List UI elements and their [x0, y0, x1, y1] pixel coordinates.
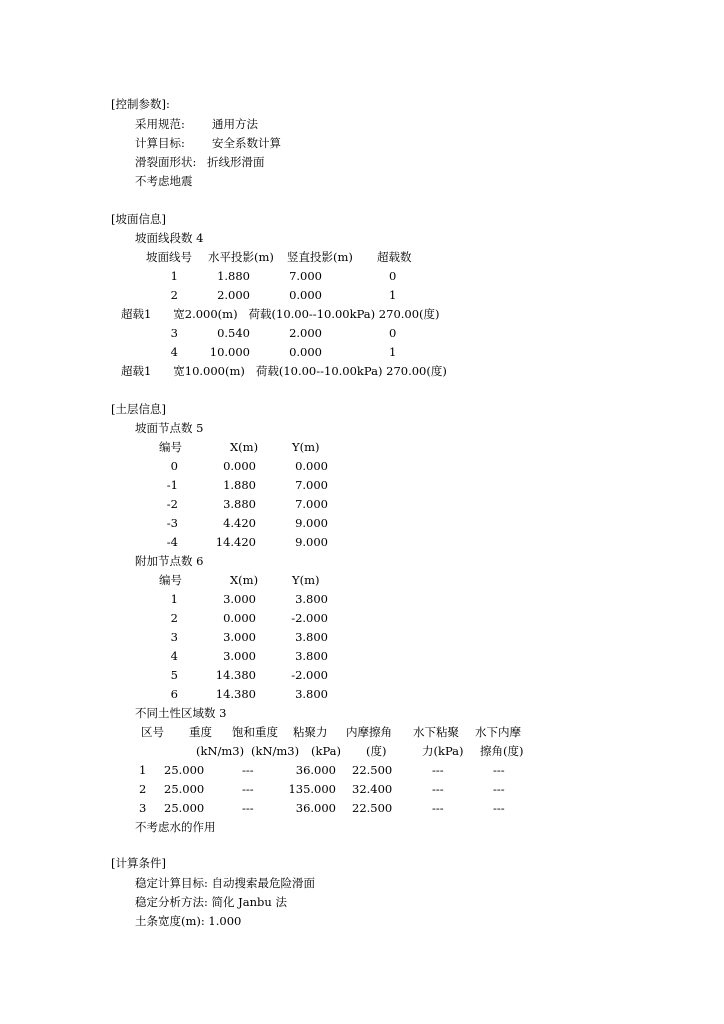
seg-v: 2.000 [289, 326, 322, 340]
zone-unit-cw: 力(kPa) [422, 744, 464, 758]
slope-col-n: 超载数 [377, 250, 412, 264]
node-y: 7.000 [295, 497, 328, 511]
extra-id: 2 [170, 611, 178, 625]
zone-id: 3 [139, 801, 147, 815]
extra-node-count: 附加节点数 6 [135, 554, 204, 568]
node-id: -3 [166, 516, 178, 530]
soil-header: [土层信息] [111, 402, 166, 416]
extra-id: 4 [170, 649, 178, 663]
zone-col-gs: 饱和重度 [232, 725, 278, 739]
zone-cw: --- [432, 782, 444, 796]
extra-col-y: Y(m) [292, 573, 320, 587]
extra-y: -2.000 [291, 668, 328, 682]
zone-c: 36.000 [295, 801, 336, 815]
extra-x: 14.380 [215, 668, 256, 682]
extra-id: 5 [170, 668, 178, 682]
extra-y: 3.800 [295, 630, 328, 644]
extra-x: 3.000 [223, 630, 256, 644]
zone-unit-pw: 擦角(度) [480, 744, 524, 758]
seg-h: 0.540 [217, 326, 250, 340]
seg-no: 1 [170, 269, 178, 283]
zone-gs: --- [242, 763, 254, 777]
slope-seg-count: 坡面线段数 4 [135, 231, 204, 245]
surface-label: 滑裂面形状: [135, 155, 197, 169]
node-count: 坡面节点数 5 [135, 421, 204, 435]
node-y: 9.000 [295, 516, 328, 530]
load-line: 超载1 宽10.000(m) 荷载(10.00--10.00kPa) 270.00(度) [121, 364, 447, 378]
zone-c: 135.000 [288, 782, 336, 796]
zone-c: 36.000 [295, 763, 336, 777]
zone-col-pw: 水下内摩 [475, 725, 521, 739]
zone-unit-c: (kPa) [311, 744, 342, 758]
code-value: 通用方法 [212, 117, 258, 131]
node-x: 3.880 [223, 497, 256, 511]
node-y: 7.000 [295, 478, 328, 492]
zone-gs: --- [242, 801, 254, 815]
code-label: 采用规范: [135, 117, 185, 131]
zone-id: 2 [139, 782, 147, 796]
load-line: 超载1 宽2.000(m) 荷载(10.00--10.00kPa) 270.00(度) [121, 307, 440, 321]
node-id: -2 [166, 497, 178, 511]
extra-id: 1 [170, 592, 178, 606]
seg-v: 7.000 [289, 269, 322, 283]
calc-header: [计算条件] [111, 856, 166, 870]
zone-unit-g: (kN/m3) [196, 744, 245, 758]
calc-method: 稳定分析方法: 简化 Janbu 法 [135, 895, 287, 909]
surface-value: 折线形滑面 [207, 155, 265, 169]
node-y: 9.000 [295, 535, 328, 549]
seg-v: 0.000 [289, 345, 322, 359]
calc-target: 稳定计算目标: 自动搜索最危险滑面 [135, 876, 316, 890]
extra-y: -2.000 [291, 611, 328, 625]
control-header: [控制参数]: [111, 97, 170, 111]
zone-cw: --- [432, 763, 444, 777]
zone-col-id: 区号 [141, 725, 164, 739]
zone-unit-phi: (度) [366, 744, 387, 758]
seg-n: 1 [389, 345, 397, 359]
extra-id: 3 [170, 630, 178, 644]
extra-x: 3.000 [223, 592, 256, 606]
node-col-x: X(m) [230, 440, 259, 454]
zone-gs: --- [242, 782, 254, 796]
water-text: 不考虑水的作用 [135, 820, 216, 834]
zone-pw: --- [493, 801, 505, 815]
target-label: 计算目标: [135, 136, 185, 150]
seg-n: 0 [389, 269, 397, 283]
slope-col-no: 坡面线号 [146, 250, 192, 264]
node-y: 0.000 [295, 459, 328, 473]
node-x: 1.880 [223, 478, 256, 492]
seg-h: 10.000 [209, 345, 250, 359]
zone-col-c: 粘聚力 [293, 725, 328, 739]
zone-unit-gs: (kN/m3) [251, 744, 300, 758]
zone-pw: --- [493, 782, 505, 796]
extra-y: 3.800 [295, 687, 328, 701]
extra-col-id: 编号 [159, 573, 182, 587]
extra-id: 6 [170, 687, 178, 701]
zone-phi: 22.500 [352, 801, 393, 815]
extra-x: 14.380 [215, 687, 256, 701]
node-id: 0 [170, 459, 178, 473]
zone-cw: --- [432, 801, 444, 815]
zone-id: 1 [139, 763, 147, 777]
zone-col-cw: 水下粘聚 [413, 725, 459, 739]
node-x: 14.420 [215, 535, 256, 549]
slope-col-h: 水平投影(m) [208, 250, 274, 264]
extra-x: 0.000 [223, 611, 256, 625]
zone-col-phi: 内摩擦角 [346, 725, 392, 739]
slope-header: [坡面信息] [111, 212, 166, 226]
node-id: -4 [166, 535, 178, 549]
seg-v: 0.000 [289, 288, 322, 302]
node-col-y: Y(m) [292, 440, 320, 454]
calc-width: 土条宽度(m): 1.000 [135, 914, 242, 928]
node-x: 0.000 [223, 459, 256, 473]
target-value: 安全系数计算 [212, 136, 281, 150]
zone-phi: 32.400 [352, 782, 393, 796]
extra-y: 3.800 [295, 592, 328, 606]
extra-x: 3.000 [223, 649, 256, 663]
seg-no: 3 [170, 326, 178, 340]
zone-g: 25.000 [164, 782, 205, 796]
slope-col-v: 竖直投影(m) [287, 250, 353, 264]
seg-no: 4 [170, 345, 178, 359]
node-x: 4.420 [223, 516, 256, 530]
zone-col-g: 重度 [189, 725, 212, 739]
extra-col-x: X(m) [230, 573, 259, 587]
seg-no: 2 [170, 288, 178, 302]
seg-n: 0 [389, 326, 397, 340]
node-id: -1 [166, 478, 178, 492]
zone-g: 25.000 [164, 801, 205, 815]
zone-phi: 22.500 [352, 763, 393, 777]
quake-text: 不考虑地震 [135, 174, 193, 188]
zone-g: 25.000 [164, 763, 205, 777]
seg-h: 1.880 [217, 269, 250, 283]
extra-y: 3.800 [295, 649, 328, 663]
zone-count: 不同土性区域数 3 [135, 706, 227, 720]
seg-n: 1 [389, 288, 397, 302]
zone-pw: --- [493, 763, 505, 777]
seg-h: 2.000 [217, 288, 250, 302]
node-col-id: 编号 [159, 440, 182, 454]
